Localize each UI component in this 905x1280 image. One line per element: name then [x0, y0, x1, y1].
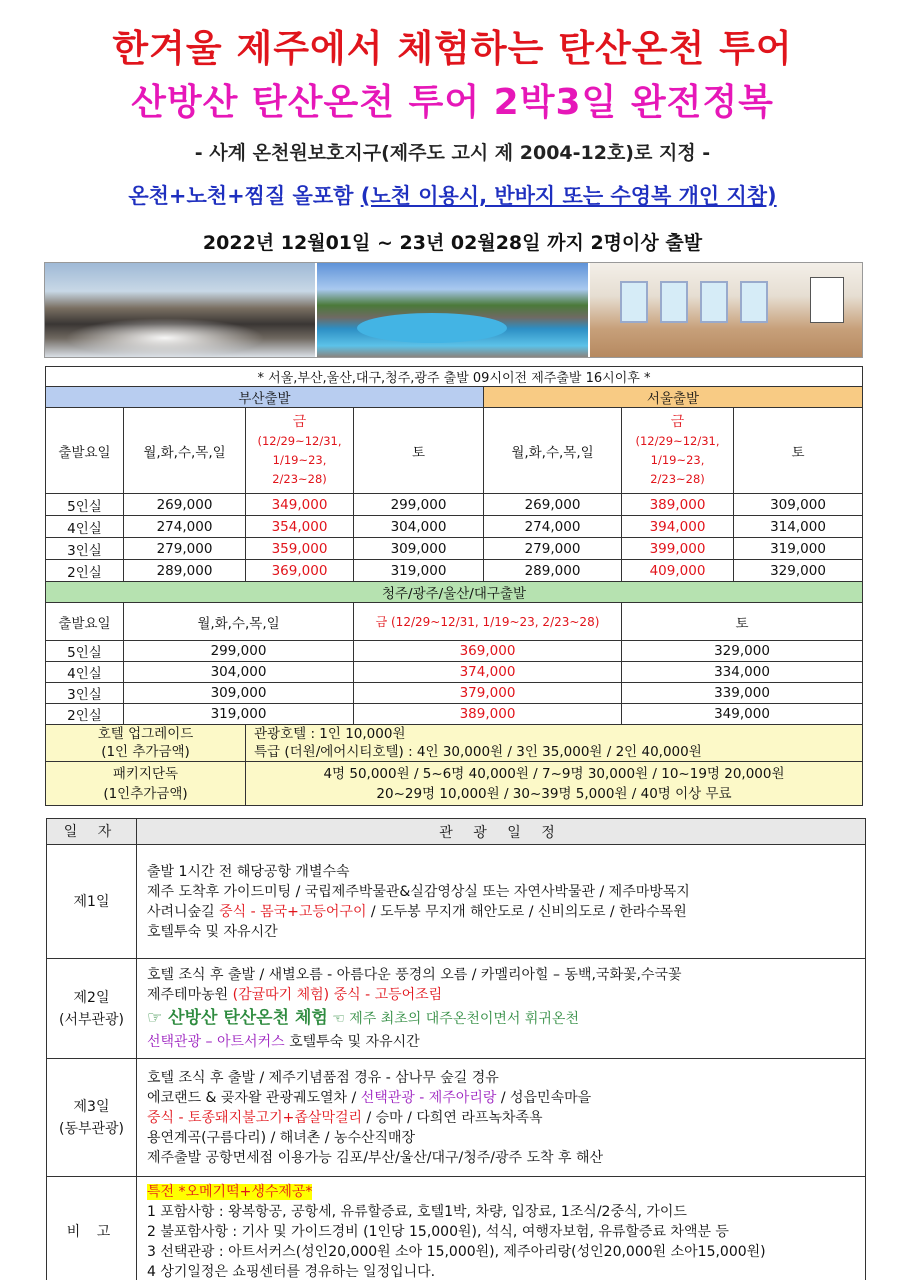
- designation-note: - 사계 온천원보호지구(제주도 고시 제 2004-12호)로 지정 -: [194, 142, 711, 164]
- table-row: 3인실 279,000 359,000 309,000 279,000 399,000 319,000: [46, 538, 863, 560]
- plan-column-header: 관 광 일 정: [137, 819, 866, 845]
- table-row: 5인실 269,000 349,000 299,000 269,000 389,000 309,000: [46, 494, 863, 516]
- friday-header: 금 (12/29~12/31, 1/19~23, 2/23~28): [246, 408, 354, 494]
- saturday-header: 토: [354, 408, 484, 494]
- includes-main: 온천+노천+찜질 올포함: [128, 184, 361, 208]
- special-offer: 특전 *오메기떡+생수제공*: [147, 1184, 313, 1200]
- photo-strip: [44, 262, 863, 358]
- seoul-departure-header: 서울출발: [484, 387, 863, 408]
- friday-header: 금 (12/29~12/31, 1/19~23, 2/23~28): [354, 603, 622, 641]
- outdoor-pool-photo: [317, 263, 589, 357]
- table-row: 4인실 274,000 354,000 304,000 274,000 394,000 314,000: [46, 516, 863, 538]
- main-title: 한겨울 제주에서 체험하는 탄산온천 투어: [112, 27, 793, 70]
- sauna-hall-photo: [590, 263, 862, 357]
- hotel-upgrade-prices: 관광호텔 : 1인 10,000원 특급 (더원/에어시티호텔) : 4인 30,000원 / 3인 35,000원 / 2인 40,000원: [246, 725, 863, 762]
- day1-label: 제1일: [47, 845, 137, 959]
- saturday-header: 토: [734, 408, 863, 494]
- day2-label: 제2일 (서부관광): [47, 959, 137, 1059]
- friday-header: 금 (12/29~12/31, 1/19~23, 2/23~28): [622, 408, 734, 494]
- weekday-header: 월,화,수,목,일: [484, 408, 622, 494]
- departure-caption: * 서울,부산,울산,대구,청주,광주 출발 09시이전 제주출발 16시이후 *: [46, 367, 863, 387]
- includes-note: (노천 이용시, 반바지 또는 수영복 개인 지참): [360, 184, 777, 208]
- schedule-table: [46, 818, 866, 1280]
- day2-itinerary: 호텔 조식 후 출발 / 새별오름 - 아름다운 풍경의 오름 / 카멜리아힐 – 동백,국화꽃,수국꽃 제주테마농원 (감귤따기 체험) 중식 - 고등어조림 ☞ 산방산 탄산온천 체험 ☜ 제주 최초의 대주온천이면서 휘귀온천 선택관광 – 아트서커스 호텔투숙 및 자유시간: [137, 959, 866, 1059]
- hotel-upgrade-label: 호텔 업그레이드 (1인 추가금액): [46, 725, 246, 762]
- note-label: 비 고: [47, 1177, 137, 1280]
- day3-label: 제3일 (동부관광): [47, 1059, 137, 1177]
- day3-row: [47, 1059, 866, 1177]
- note-content: 특전 *오메기떡+생수제공* 1 포함사항 : 왕복항공, 공항세, 유류할증료, 호텔1박, 차량, 입장료, 1조식/2중식, 가이드 2 불포함사항 : 기사 및 가이드경비 (1인당 15,000원), 석식, 여행자보험, 유류할증료 차액분 등 3 선택관광 : 아트서커스(성인20,000원 소아 15,000원), 제주아리랑(성인20,000원 소아15,000원) 4 상기일정은 쇼핑센터를 경유하는 일정입니다.: [137, 1177, 866, 1280]
- table-row: 2인실 319,000 389,000 349,000: [46, 704, 863, 725]
- tour-period: 2022년 12월01일 ~ 23년 02월28일 까지 2명이상 출발: [202, 232, 703, 254]
- day-label: 출발요일: [46, 408, 124, 494]
- package-label: 패키지단독 (1인추가금액): [46, 762, 246, 806]
- sub-title: 산방산 탄산온천 투어 2박3일 완전정복: [131, 82, 774, 123]
- regional-departure-header: 청주/광주/울산/대구출발: [46, 582, 863, 603]
- day-column-header: 일 자: [47, 819, 137, 845]
- onsen-steam-photo: [45, 263, 317, 357]
- busan-departure-header: 부산출발: [46, 387, 484, 408]
- saturday-header: 토: [622, 603, 863, 641]
- weekday-header: 월,화,수,목,일: [124, 408, 246, 494]
- note-row: [47, 1177, 866, 1280]
- table-row: 4인실 304,000 374,000 334,000: [46, 662, 863, 683]
- day2-row: [47, 959, 866, 1059]
- price-table: [45, 366, 863, 806]
- table-row: 5인실 299,000 369,000 329,000: [46, 641, 863, 662]
- day1-row: [47, 845, 866, 959]
- table-row: 3인실 309,000 379,000 339,000: [46, 683, 863, 704]
- package-prices: 4명 50,000원 / 5~6명 40,000원 / 7~9명 30,000원 / 10~19명 20,000원 20~29명 10,000원 / 30~39명 5,000원 / 40명 이상 무료: [246, 762, 863, 806]
- day3-itinerary: 호텔 조식 후 출발 / 제주기념품점 경유 - 삼나무 숲길 경유 에코랜드 & 곶자왈 관광궤도열차 / 선택관광 - 제주아리랑 / 성읍민속마을 중식 - 토종돼지불고기+좁살막걸리 / 승마 / 다희연 라프녹차족욕 용연계곡(구름다리) / 해녀촌 / 농수산직매장 제주출발 공항면세점 이용가능 김포/부산/울산/대구/청주/광주 도착 후 해산: [137, 1059, 866, 1177]
- day-label: 출발요일: [46, 603, 124, 641]
- day1-itinerary: 출발 1시간 전 해당공항 개별수속 제주 도착후 가이드미팅 / 국립제주박물관&실감영상실 또는 자연사박물관 / 제주마방목지 사려니숲길 중식 - 몸국+고등어구이 / 도두봉 무지개 해안도로 / 신비의도로 / 한라수목원 호텔투숙 및 자유시간: [137, 845, 866, 959]
- weekday-header: 월,화,수,목,일: [124, 603, 354, 641]
- includes-line: [0, 180, 905, 210]
- table-row: 2인실 289,000 369,000 319,000 289,000 409,000 329,000: [46, 560, 863, 582]
